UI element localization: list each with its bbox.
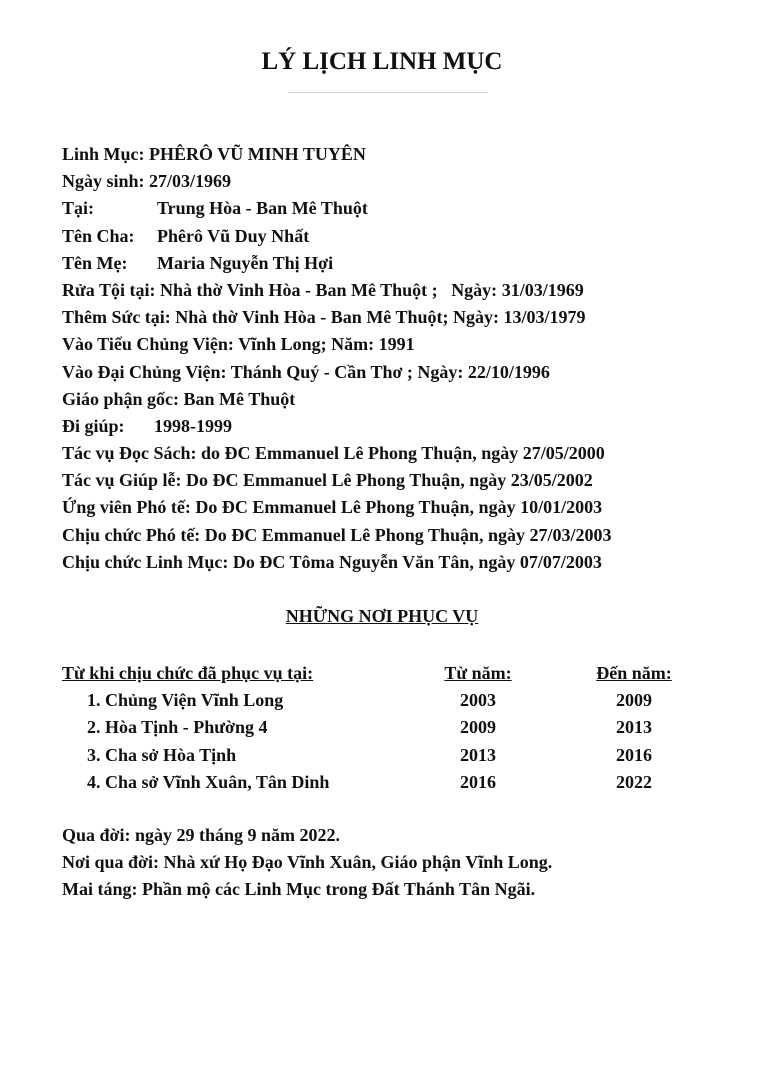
home-diocese-value: Ban Mê Thuột — [183, 388, 296, 409]
burial-line — [62, 876, 722, 903]
service-to-year: 2013 — [616, 717, 652, 738]
table-row — [62, 742, 702, 769]
major-seminary-value: Thánh Quý - Cần Thơ ; Ngày: — [230, 361, 464, 382]
header-from-year: Từ năm: — [444, 663, 512, 683]
page-title: LÝ LỊCH LINH MỤC — [261, 48, 503, 75]
confirmation-line — [62, 304, 722, 331]
father-label: Tên Cha: — [62, 225, 135, 246]
death-date-label: Qua đời: — [62, 825, 131, 845]
deacon-candidate-value: Do ĐC Emmanuel Lê Phong Thuận, ngày 10/01/2003 — [195, 497, 603, 518]
service-from-year: 2016 — [460, 771, 496, 792]
home-diocese-line — [62, 386, 722, 413]
major-seminary-date: 22/10/1996 — [467, 361, 550, 382]
mother-line — [62, 250, 722, 277]
diaconate-line — [62, 522, 722, 549]
mother-value: Maria Nguyễn Thị Hợi — [157, 252, 334, 273]
lector-label: Tác vụ Đọc Sách: — [62, 443, 197, 464]
death-date-value: ngày 29 tháng 9 năm 2022. — [134, 825, 341, 845]
service-to-year: 2009 — [616, 690, 652, 711]
death-place-label: Nơi qua đời: — [62, 852, 159, 873]
birthplace-label: Tại: — [62, 198, 95, 219]
father-line — [62, 223, 722, 250]
confirmation-date-label: Ngày: — [453, 307, 499, 328]
service-place: 3. Cha sở Hòa Tịnh — [87, 744, 237, 765]
burial-label: Mai táng: — [62, 879, 138, 900]
birthdate-line — [62, 168, 722, 195]
priest-name: PHÊRÔ VŨ MINH TUYÊN — [149, 144, 366, 164]
acolyte-value: Do ĐC Emmanuel Lê Phong Thuận, ngày 23/05/2002 — [186, 470, 593, 491]
confirmation-label: Thêm Sức tại: — [62, 307, 171, 328]
confirmation-place: Nhà thờ Vinh Hòa - Ban Mê Thuột; — [175, 307, 449, 328]
birthplace-value: Trung Hòa - Ban Mê Thuột — [157, 198, 368, 219]
priesthood-line — [62, 549, 722, 576]
major-seminary-line — [62, 359, 722, 386]
pastoral-year-value: 1998-1999 — [154, 415, 232, 436]
pastoral-year-label: Đi giúp: — [62, 415, 125, 436]
acolyte-label: Tác vụ Giúp lễ: — [62, 470, 182, 491]
minor-seminary-label: Vào Tiểu Chủng Viện: — [62, 334, 234, 355]
father-value: Phêrô Vũ Duy Nhất — [157, 225, 310, 246]
death-place-line — [62, 849, 722, 876]
minor-seminary-line — [62, 331, 722, 358]
service-from-year: 2003 — [460, 690, 496, 711]
priest-name-line — [62, 141, 722, 168]
service-to-year: 2022 — [616, 771, 652, 792]
title-divider — [288, 92, 488, 93]
major-seminary-label: Vào Đại Chủng Viện: — [62, 361, 227, 382]
deacon-candidate-label: Ứng viên Phó tế: — [62, 497, 191, 518]
service-table — [62, 660, 702, 796]
service-place: 2. Hòa Tịnh - Phường 4 — [87, 717, 268, 738]
baptism-date-label: Ngày: — [451, 279, 498, 300]
diaconate-value: Do ĐC Emmanuel Lê Phong Thuận, ngày 27/03/2003 — [204, 524, 612, 545]
deacon-candidate-line — [62, 494, 722, 521]
service-table-header — [62, 660, 702, 687]
biography-section — [62, 141, 722, 576]
birthplace-line — [62, 195, 722, 222]
service-from-year: 2009 — [460, 717, 496, 738]
death-section — [62, 822, 722, 904]
baptism-date: 31/03/1969 — [501, 279, 584, 300]
mother-label: Tên Mẹ: — [62, 252, 128, 273]
baptism-label: Rửa Tội tại: — [62, 279, 156, 300]
minor-seminary-year: 1991 — [378, 334, 415, 355]
lector-value: do ĐC Emmanuel Lê Phong Thuận, ngày 27/05/2000 — [201, 443, 605, 464]
minor-seminary-value: Vĩnh Long; Năm: — [238, 334, 375, 355]
table-row — [62, 769, 702, 796]
baptism-line — [62, 277, 722, 304]
priesthood-value: Do ĐC Tôma Nguyễn Văn Tân, ngày 07/07/2003 — [232, 551, 602, 572]
birthdate-label: Ngày sinh: — [62, 171, 145, 192]
service-place: 1. Chủng Viện Vĩnh Long — [87, 690, 284, 711]
service-section-title: NHỮNG NƠI PHỤC VỤ — [285, 606, 479, 626]
burial-value: Phần mộ các Linh Mục trong Đất Thánh Tân Ngãi. — [142, 879, 536, 900]
death-date-line — [62, 822, 722, 849]
priest-label: Linh Mục: — [62, 144, 145, 164]
header-to-year: Đến năm: — [596, 663, 672, 683]
pastoral-year-line — [62, 413, 722, 440]
diaconate-label: Chịu chức Phó tế: — [62, 524, 201, 545]
table-row — [62, 714, 702, 741]
acolyte-line — [62, 467, 722, 494]
table-row — [62, 687, 702, 714]
baptism-place: Nhà thờ Vinh Hòa - Ban Mê Thuột ; — [159, 279, 438, 300]
priesthood-label: Chịu chức Linh Mục: — [62, 551, 229, 572]
confirmation-date: 13/03/1979 — [503, 307, 586, 328]
death-place-value: Nhà xứ Họ Đạo Vĩnh Xuân, Giáo phận Vĩnh Long. — [163, 852, 553, 873]
birthdate-value: 27/03/1969 — [149, 171, 232, 192]
lector-line — [62, 440, 722, 467]
header-place: Từ khi chịu chức đã phục vụ tại: — [62, 663, 314, 683]
service-to-year: 2016 — [616, 744, 652, 765]
home-diocese-label: Giáo phận gốc: — [62, 388, 180, 409]
service-from-year: 2013 — [460, 744, 496, 765]
service-place: 4. Cha sở Vĩnh Xuân, Tân Dinh — [87, 771, 330, 792]
